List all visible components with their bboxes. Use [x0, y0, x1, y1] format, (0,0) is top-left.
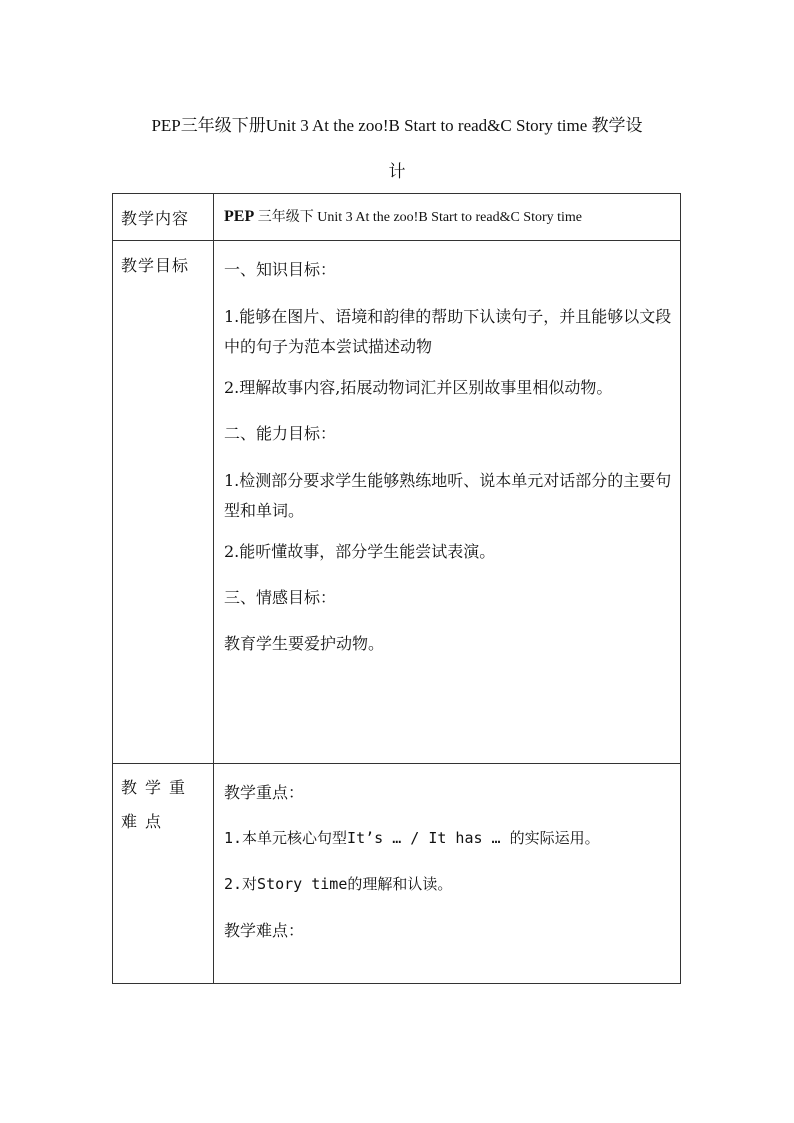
goals-heading-emotion: 三、情感目标：	[224, 588, 337, 607]
teaching-content-text	[224, 210, 582, 225]
difficult-points-heading: 教学难点：	[224, 921, 305, 940]
goals-emotion-1: 教育学生要爱护动物。	[224, 634, 385, 653]
goals-ability-2: 2.能听懂故事，部分学生能尝试表演。	[224, 542, 496, 561]
key-points-1: 1.本单元核心句型It’s … / It has … 的实际运用。	[224, 829, 600, 847]
document-title	[112, 103, 682, 195]
goals-heading-knowledge: 一、知识目标：	[224, 260, 337, 279]
document-title-line-2: 计	[388, 162, 406, 182]
goals-knowledge-2: 2.理解故事内容,拓展动物词汇并区别故事里相似动物。	[224, 378, 613, 397]
label-teaching-content: 教学内容	[113, 194, 214, 241]
table-row-teaching-goals	[113, 241, 681, 764]
table-row-key-points	[113, 764, 681, 984]
table-row-teaching-content	[113, 194, 681, 241]
key-points-heading: 教学重点：	[224, 783, 305, 802]
lesson-plan-table	[112, 193, 681, 984]
goals-knowledge-1: 1.能够在图片、语境和韵律的帮助下认读句子，并且能够以文段中的句子为范本尝试描述动物	[224, 307, 672, 356]
value-key-points	[214, 764, 681, 984]
label-key-points: 教学重难点	[113, 764, 214, 984]
key-points-2: 2.对Story time的理解和认读。	[224, 875, 453, 893]
teaching-content-rest: 三年级下 Unit 3 At the zoo!B Start to read&C Story time	[254, 210, 583, 225]
value-teaching-content	[214, 194, 681, 241]
teaching-content-pep: PEP	[224, 208, 255, 225]
document-title-line-1: PEP三年级下册Unit 3 At the zoo!B Start to read&C Story time 教学设	[151, 116, 643, 135]
label-teaching-goals: 教学目标	[113, 241, 214, 764]
value-teaching-goals	[214, 241, 681, 764]
goals-ability-1: 1.检测部分要求学生能够熟练地听、说本单元对话部分的主要句型和单词。	[224, 471, 672, 520]
goals-heading-ability: 二、能力目标：	[224, 424, 337, 443]
